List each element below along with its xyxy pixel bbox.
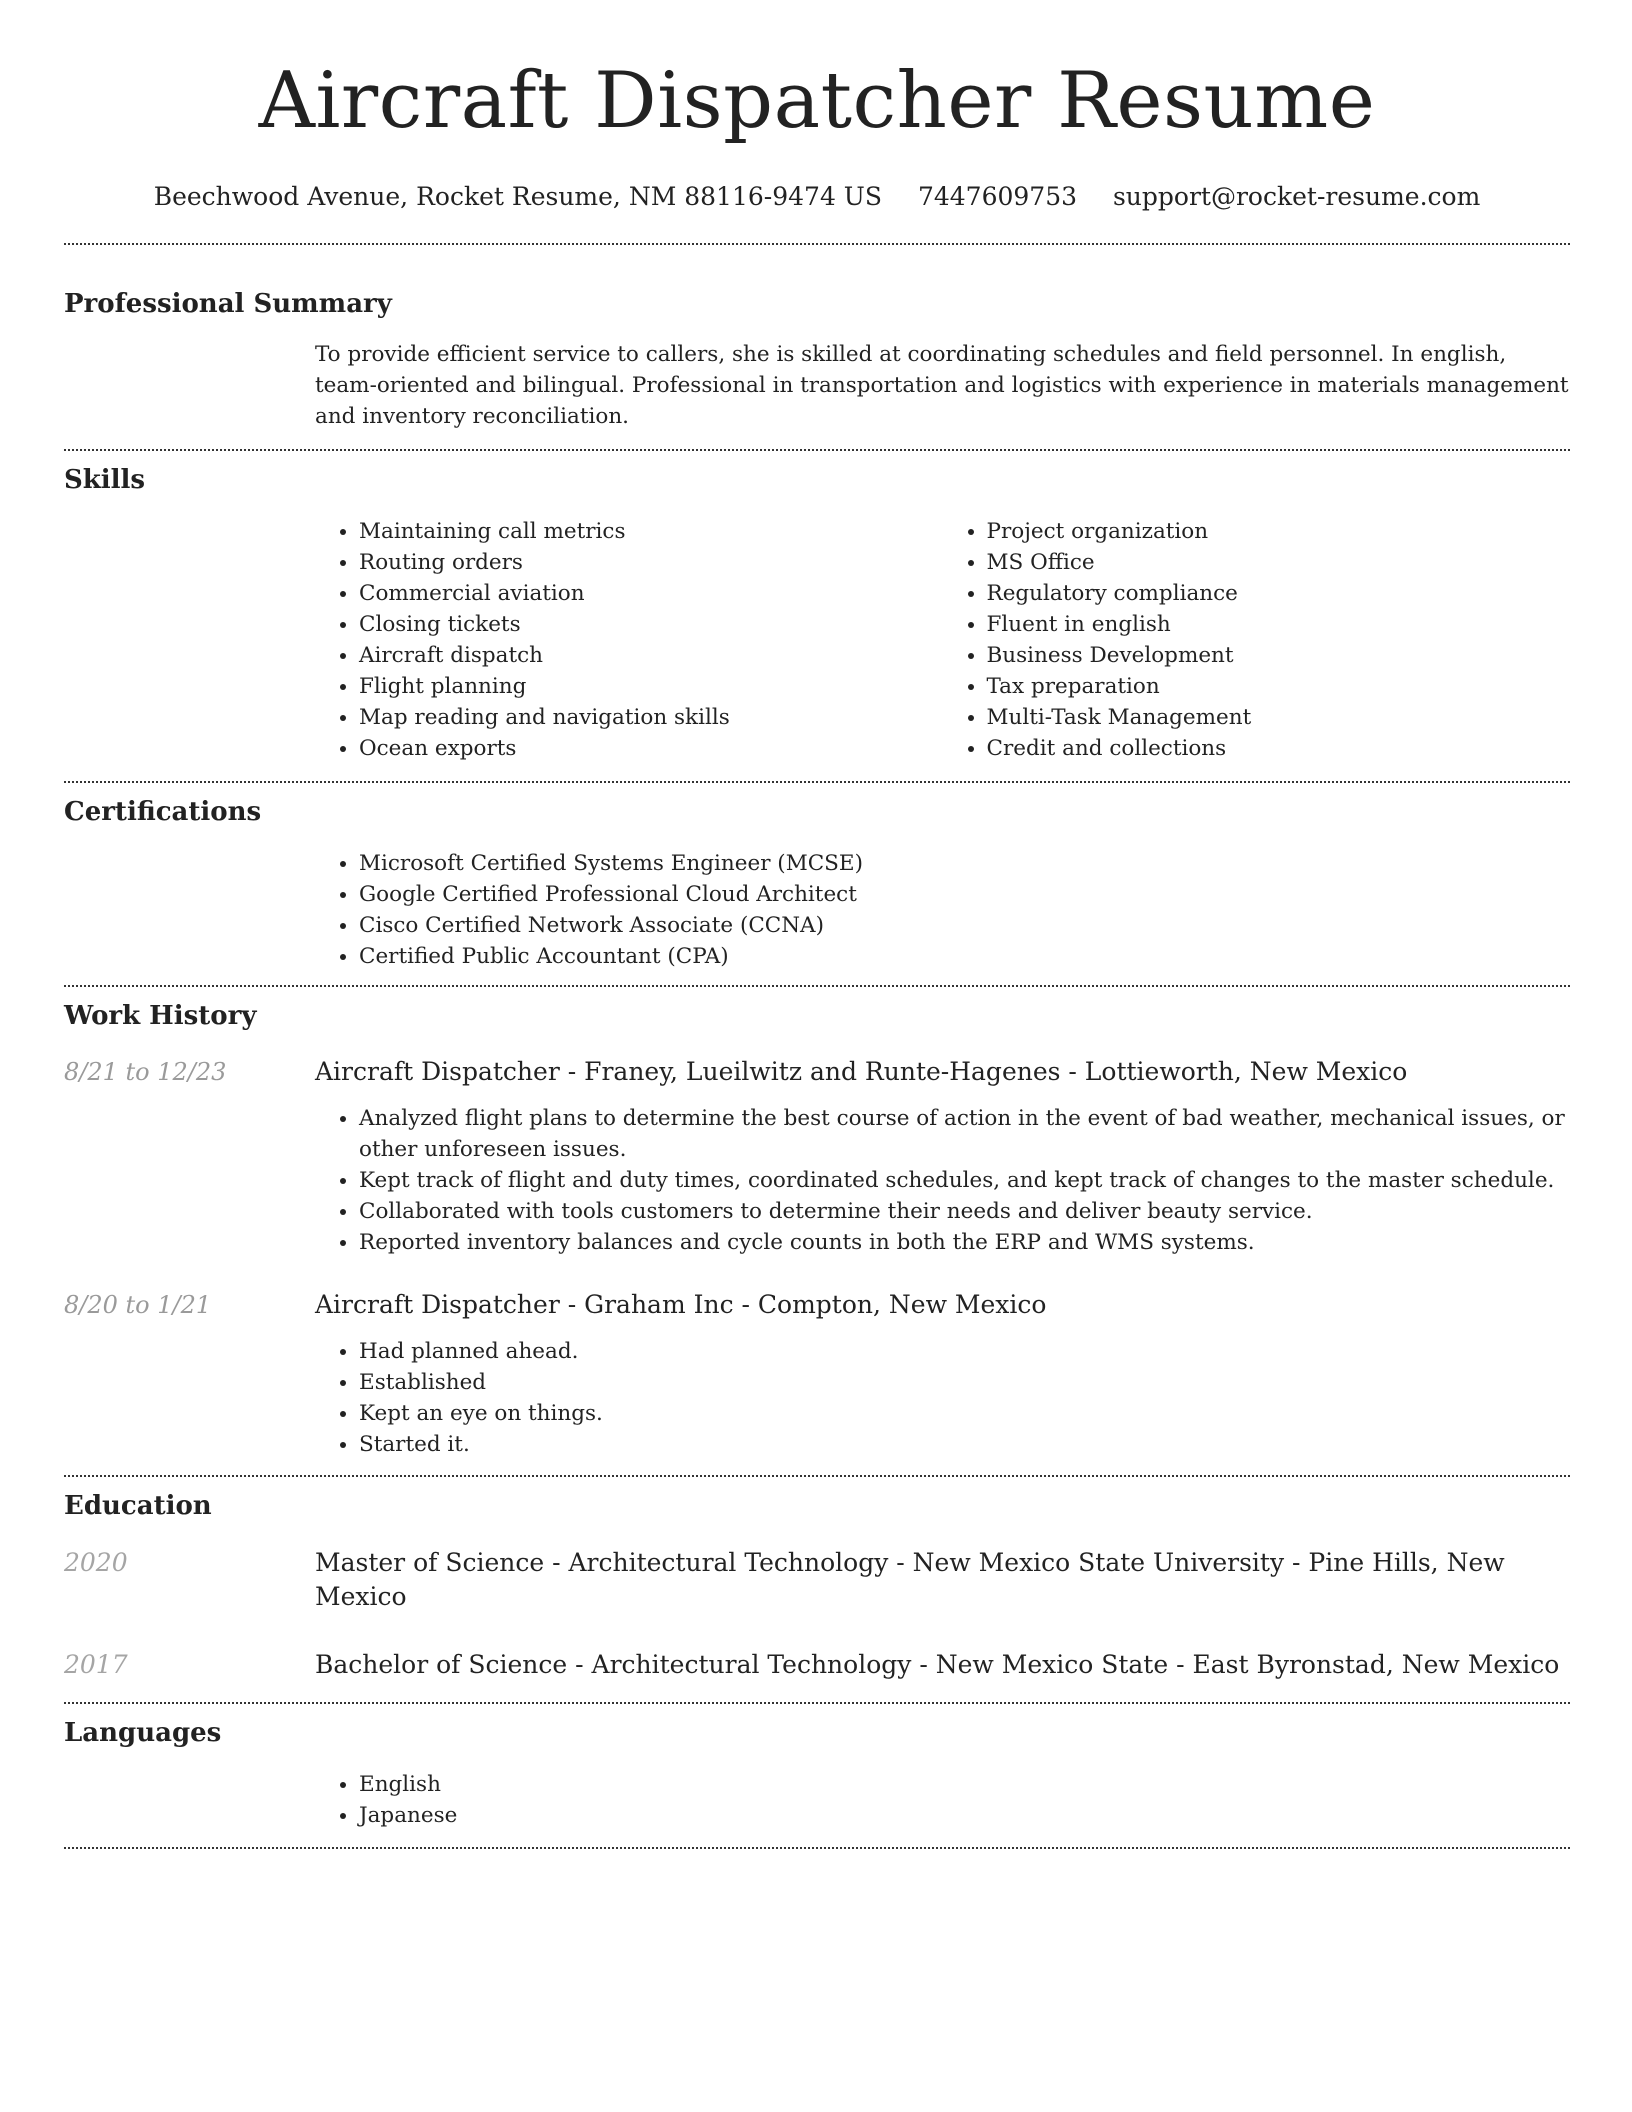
section-heading-languages: Languages (64, 1718, 222, 1748)
resume-title: Aircraft Dispatcher Resume (258, 56, 1376, 146)
education-section (64, 1477, 1570, 1682)
job-entry (64, 1055, 1570, 1258)
list-item: • Certified Public Accountant (CPA) (359, 941, 1570, 972)
list-item: • Regulatory compliance (987, 578, 1571, 609)
education-entry (64, 1648, 1570, 1682)
list-item: • Project organization (987, 516, 1571, 547)
list-item: • Routing orders (359, 547, 943, 578)
list-item: • Multi-Task Management (987, 702, 1571, 733)
list-item: • Cisco Certified Network Associate (CCNA) (359, 910, 1570, 941)
job-bullets (315, 1103, 1570, 1258)
certifications-list (315, 848, 1570, 972)
section-heading-education: Education (64, 1491, 212, 1521)
skills-list-left (315, 516, 943, 764)
job-entry (64, 1288, 1570, 1460)
skills-list-right (943, 516, 1571, 764)
list-item: • Flight planning (359, 671, 943, 702)
education-year: 2020 (64, 1548, 128, 1577)
job-title: Aircraft Dispatcher - Graham Inc - Compton, New Mexico (315, 1290, 1047, 1319)
section-heading-skills: Skills (64, 465, 146, 495)
education-entry (64, 1546, 1570, 1614)
list-item: • Closing tickets (359, 609, 943, 640)
contact-phone: 7447609753 (917, 182, 1078, 211)
languages-section (64, 1704, 1570, 1831)
list-item: • Kept track of flight and duty times, coordinated schedules, and kept track of changes to the master schedule. (359, 1165, 1570, 1196)
list-item: • Ocean exports (359, 733, 943, 764)
section-heading-work-history: Work History (64, 1001, 257, 1031)
certifications-section (64, 783, 1570, 972)
list-item: • English (359, 1769, 1570, 1800)
list-item: • MS Office (987, 547, 1571, 578)
list-item: • Business Development (987, 640, 1571, 671)
resume-page (64, 0, 1570, 1849)
divider (64, 1847, 1570, 1849)
list-item: • Map reading and navigation skills (359, 702, 943, 733)
list-item: • Commercial aviation (359, 578, 943, 609)
section-heading-summary: Professional Summary (64, 289, 392, 319)
education-year: 2017 (64, 1650, 128, 1679)
list-item: • Japanese (359, 1800, 1570, 1831)
skills-section (64, 451, 1570, 764)
list-item: • Established (359, 1367, 1570, 1398)
list-item: • Started it. (359, 1429, 1570, 1460)
summary-section (64, 245, 1570, 432)
list-item: • Maintaining call metrics (359, 516, 943, 547)
list-item: • Reported inventory balances and cycle counts in both the ERP and WMS systems. (359, 1227, 1570, 1258)
section-heading-certifications: Certifications (64, 797, 262, 827)
list-item: • Collaborated with tools customers to determine their needs and deliver beauty service. (359, 1196, 1570, 1227)
job-dates: 8/21 to 12/23 (64, 1058, 227, 1086)
list-item: • Had planned ahead. (359, 1336, 1570, 1367)
summary-text: To provide efficient service to callers, she is skilled at coordinating schedules and field personnel. In english, team-oriented and bilingual. Professional in transportation and logistics with experience in materials management and inventory reconciliation. (315, 342, 1569, 429)
contact-line (64, 180, 1570, 214)
job-dates: 8/20 to 1/21 (64, 1291, 212, 1319)
list-item: • Credit and collections (987, 733, 1571, 764)
list-item: • Kept an eye on things. (359, 1398, 1570, 1429)
languages-list (315, 1769, 1570, 1831)
education-text: Bachelor of Science - Architectural Technology - New Mexico State - East Byronstad, New Mexico (315, 1650, 1560, 1679)
work-history-section (64, 987, 1570, 1460)
list-item: • Google Certified Professional Cloud Architect (359, 879, 1570, 910)
list-item: • Aircraft dispatch (359, 640, 943, 671)
contact-address: Beechwood Avenue, Rocket Resume, NM 88116-9474 US (153, 182, 882, 211)
list-item: • Fluent in english (987, 609, 1571, 640)
list-item: • Microsoft Certified Systems Engineer (MCSE) (359, 848, 1570, 879)
contact-email: support@rocket-resume.com (1112, 182, 1481, 211)
job-bullets (315, 1336, 1570, 1460)
list-item: • Analyzed flight plans to determine the best course of action in the event of bad weather, mechanical issues, or other unforeseen issues. (359, 1103, 1570, 1165)
list-item: • Tax preparation (987, 671, 1571, 702)
job-title: Aircraft Dispatcher - Franey, Lueilwitz and Runte-Hagenes - Lottieworth, New Mexico (315, 1057, 1408, 1086)
education-text: Master of Science - Architectural Technology - New Mexico State University - Pine Hills, New Mexico (315, 1548, 1505, 1611)
